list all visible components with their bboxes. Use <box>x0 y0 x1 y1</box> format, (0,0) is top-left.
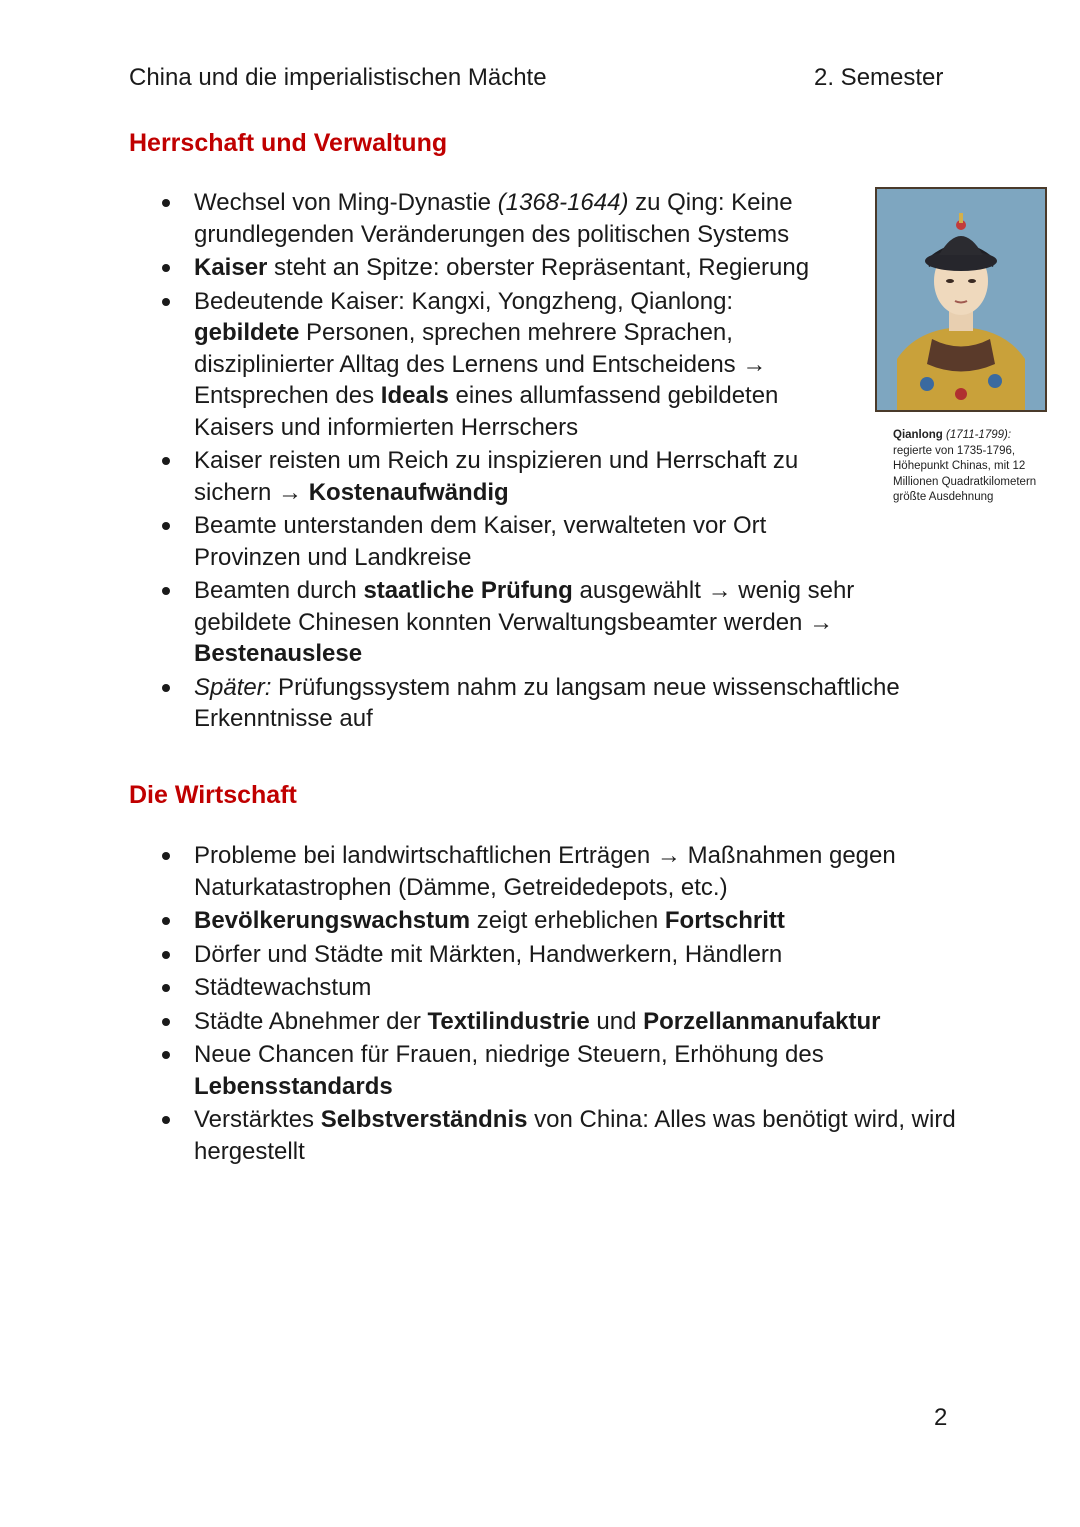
list-item: Neue Chancen für Frauen, niedrige Steuern, Erhöhung des Lebensstandards <box>160 1039 894 1102</box>
bullet-list-herrschaft <box>160 187 900 737</box>
list-item: Später: Prüfungssystem nahm zu langsam neue wissenschaftliche Erkenntnisse auf <box>160 672 974 735</box>
list-item: Probleme bei landwirtschaftlichen Erträgen → Maßnahmen gegen Naturkatastrophen (Dämme, Getreidedepots, etc.) <box>160 840 960 903</box>
portrait-drawing <box>877 189 1045 410</box>
list-item: Bevölkerungswachstum zeigt erheblichen Fortschritt <box>160 905 960 937</box>
list-item: Verstärktes Selbstverständnis von China: Alles was benötigt wird, wird hergestellt <box>160 1104 960 1167</box>
bullet-list-wirtschaft <box>160 840 960 1169</box>
list-item: Städte Abnehmer der Textilindustrie und Porzellanmanufaktur <box>160 1006 960 1038</box>
list-item: Dörfer und Städte mit Märkten, Handwerkern, Händlern <box>160 939 960 971</box>
portrait-caption: Qianlong (1711-1799): regierte von 1735-1796, Höhepunkt Chinas, mit 12 Millionen Quadratkilometern größte Ausdehnung <box>893 429 1037 503</box>
document-title: China und die imperialistischen Mächte <box>129 64 547 91</box>
page-number: 2 <box>934 1404 948 1431</box>
list-item: Beamten durch staatliche Prüfung ausgewählt → wenig sehr gebildete Chinesen konnten Verwaltungsbeamter werden → Bestenauslese <box>160 575 934 670</box>
section-heading-herrschaft: Herrschaft und Verwaltung <box>129 129 448 157</box>
list-item: Wechsel von Ming-Dynastie (1368-1644) zu Qing: Keine grundlegenden Veränderungen des politischen Systems <box>160 187 850 250</box>
list-item: Städtewachstum <box>160 972 960 1004</box>
list-item: Kaiser steht an Spitze: oberster Repräsentant, Regierung <box>160 252 850 284</box>
emperor-portrait-icon <box>875 187 1047 412</box>
list-item: Bedeutende Kaiser: Kangxi, Yongzheng, Qianlong: gebildete Personen, sprechen mehrere Sprachen, disziplinierter Alltag des Lernens und Entscheidens → Entsprechen des Ideals eines allumfassend gebildeten Kaisers und informierten Herrschers <box>160 286 844 444</box>
list-item: Kaiser reisten um Reich zu inspizieren und Herrschaft zu sichern → Kostenaufwändig <box>160 445 844 508</box>
list-item: Beamte unterstanden dem Kaiser, verwalteten vor Ort Provinzen und Landkreise <box>160 510 844 573</box>
semester-label: 2. Semester <box>814 64 944 91</box>
section-heading-wirtschaft: Die Wirtschaft <box>129 781 297 809</box>
